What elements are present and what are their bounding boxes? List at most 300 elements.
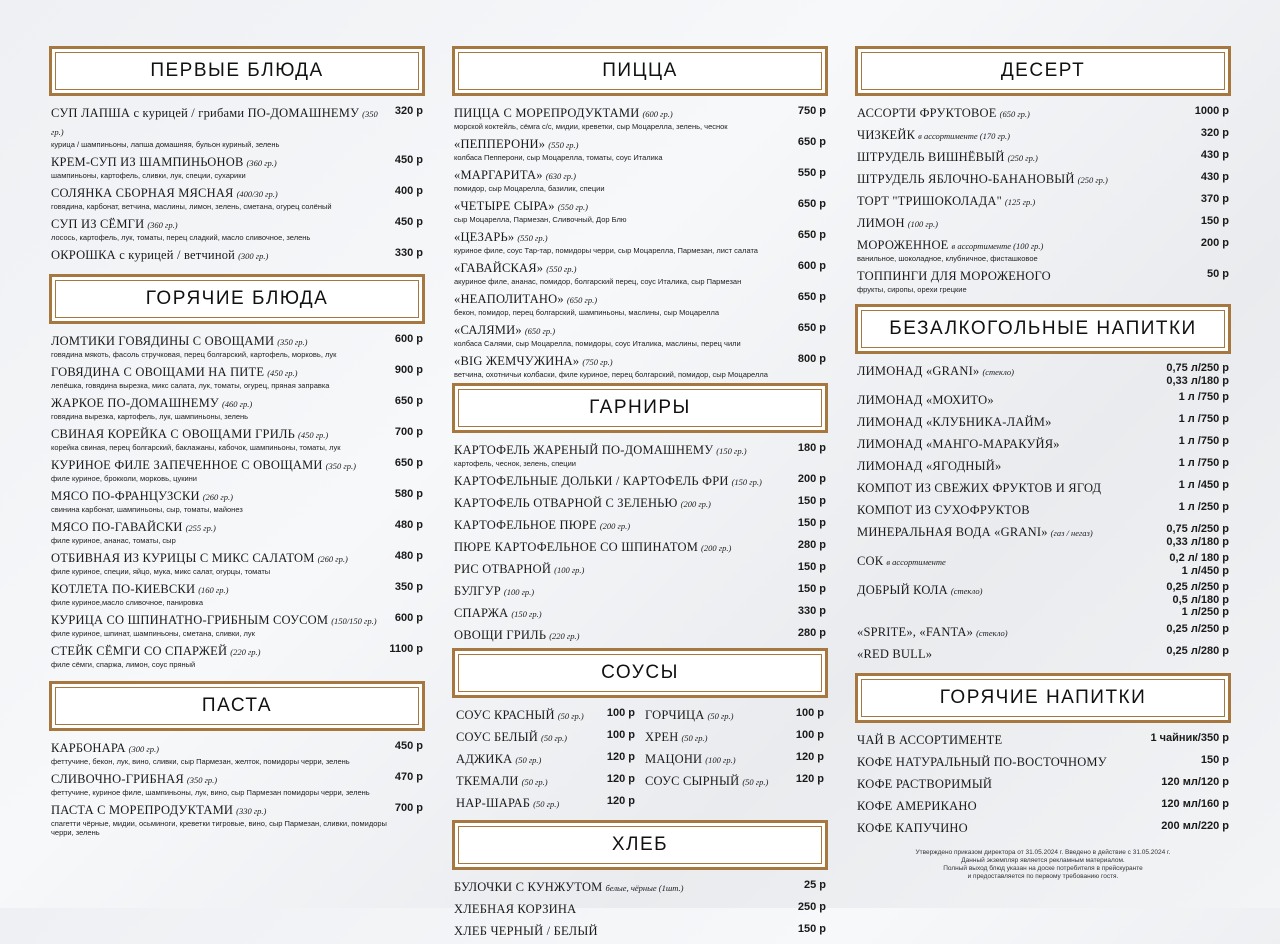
menu-item-description: колбаса Пепперони, сыр Моцарелла, томаты, соус Италика — [454, 153, 663, 162]
menu-item — [51, 104, 423, 149]
menu-item — [454, 604, 826, 622]
menu-item-prices — [1160, 362, 1229, 387]
menu-item-text — [51, 739, 389, 766]
menu-item-price: 100 р — [606, 729, 635, 741]
menu-item-price: 600 р — [797, 260, 826, 272]
menu-item-weight: (150 гр.) — [511, 609, 542, 619]
menu-item — [857, 267, 1229, 294]
menu-item-name: ШТРУДЕЛЬ ЯБЛОЧНО-БАНАНОВЫЙ — [857, 172, 1075, 186]
menu-item-price: 550 р — [797, 167, 826, 179]
menu-item-weight: (250 гр.) — [1077, 175, 1108, 185]
menu-item — [454, 135, 826, 162]
menu-item-price: 1 л /750 р — [1178, 435, 1229, 447]
menu-item-description: говядина вырезка, картофель, лук, шампиньоны, зелень — [51, 412, 249, 421]
menu-item — [857, 435, 1229, 453]
menu-item-prices — [1173, 479, 1229, 492]
menu-item-prices — [1160, 645, 1229, 658]
menu-item-text — [454, 560, 792, 578]
menu-item — [456, 750, 635, 768]
menu-item-text — [51, 394, 389, 421]
menu-item-weight: (50 гр.) — [533, 799, 560, 809]
menu-item-name: ЛИМОНАД «GRANI» — [857, 364, 980, 378]
menu-item-price: 50 р — [1206, 268, 1229, 280]
menu-item-weight: (100 гр.) — [705, 755, 736, 765]
menu-item-description: филе куриное, ананас, томаты, сыр — [51, 536, 176, 545]
menu-item-name: КОМПОТ ИЗ СУХОФРУКТОВ — [857, 503, 1030, 517]
menu-item-weight: (600 гр.) — [642, 109, 673, 119]
menu-item — [857, 148, 1229, 166]
menu-item — [456, 772, 635, 790]
menu-item-name: «SPRITE», «FANTA» — [857, 624, 974, 639]
menu-item-text — [454, 900, 792, 918]
menu-item — [454, 259, 826, 286]
menu-item-weight: (125 гр.) — [1004, 197, 1036, 207]
menu-item — [51, 425, 423, 452]
menu-item-price: 120 мл/160 р — [1161, 797, 1229, 810]
menu-item — [857, 552, 1229, 577]
menu-item-price: 1 л /750 р — [1178, 413, 1229, 425]
menu-item-description: куриное филе, соус Тар-тар, помидоры черри, сыр Моцарелла, Пармезан, лист салата — [454, 246, 758, 255]
menu-item-text — [857, 457, 1173, 475]
menu-item-price: 650 р — [797, 229, 826, 241]
menu-item-text — [857, 819, 1155, 837]
menu-item-weight: (150 гр.) — [716, 446, 747, 456]
menu-item-description: сыр Моцарелла, Пармезан, Сливочный, Дор Блю — [454, 215, 627, 224]
menu-item-weight: (50 гр.) — [742, 777, 769, 787]
menu-item — [857, 581, 1229, 619]
menu-item — [51, 215, 423, 242]
menu-item-text — [51, 770, 389, 797]
menu-item-description: филе куриное,масло сливочное, панировка — [51, 598, 204, 607]
menu-item-text — [645, 750, 790, 768]
menu-item-text — [454, 922, 792, 940]
menu-item — [857, 819, 1229, 837]
menu-item-price: 150 р — [797, 583, 826, 595]
menu-item-prices — [1173, 457, 1229, 470]
menu-item-price: 1 л/450 р — [1181, 564, 1229, 577]
menu-item-description: корейка свиная, перец болгарский, баклажаны, кабочок, шампиньоны, томаты, лук — [51, 443, 341, 452]
menu-item-price: 120 р — [606, 751, 635, 763]
section-header-hotdrinks — [855, 673, 1231, 723]
section-header-bread — [452, 820, 828, 870]
menu-item-name: БУЛОЧКИ С КУНЖУТОМ — [454, 880, 603, 894]
menu-item — [857, 457, 1229, 475]
menu-item-name: КАРТОФЕЛЬ ОТВАРНОЙ С ЗЕЛЕНЬЮ — [454, 496, 678, 510]
menu-item-price: 1 л /750 р — [1178, 391, 1229, 403]
menu-item — [51, 487, 423, 514]
menu-item-name: ЛОМТИКИ ГОВЯДИНЫ С ОВОЩАМИ — [51, 334, 275, 348]
menu-item-description: курица / шампиньоны, лапша домашняя, бульон куриный, зелень — [51, 140, 280, 149]
menu-item-name: АДЖИКА — [456, 752, 513, 766]
menu-item — [454, 441, 826, 468]
menu-item-text — [857, 362, 1160, 380]
menu-item-price: 650 р — [797, 198, 826, 210]
menu-item-weight: (360 гр.) — [147, 220, 178, 230]
menu-item-price: 280 р — [797, 627, 826, 639]
menu-item-text — [857, 581, 1160, 599]
menu-item-price: 350 р — [394, 581, 423, 593]
pasta-list — [49, 739, 425, 837]
menu-item-text — [857, 126, 1195, 144]
menu-item-weight: (330 гр.) — [236, 806, 267, 816]
menu-item-text — [454, 604, 792, 622]
menu-item-text — [645, 772, 790, 790]
menu-item — [51, 611, 423, 638]
menu-item-weight: (550 гр.) — [548, 140, 579, 150]
menu-item-price: 200 р — [797, 473, 826, 485]
menu-item-text — [857, 501, 1173, 519]
section-title: ПИЦЦА — [458, 52, 822, 90]
menu-item-text — [857, 413, 1173, 431]
menu-item-text — [456, 706, 601, 724]
menu-item-text — [454, 104, 792, 131]
menu-item — [454, 472, 826, 490]
menu-item-text — [51, 611, 389, 638]
menu-item-description: филе сёмги, спаржа, лимон, соус пряный — [51, 660, 196, 669]
menu-item-name: СВИНАЯ КОРЕЙКА С ОВОЩАМИ ГРИЛЬ — [51, 427, 295, 441]
menu-item-description: лепёшка, говядина вырезка, микс салата, лук, томаты, огурец, пряная заправка — [51, 381, 330, 390]
soft-list — [855, 362, 1231, 663]
menu-item-price: 480 р — [394, 550, 423, 562]
menu-item-text — [51, 153, 389, 180]
menu-item-name: МОРОЖЕННОЕ — [857, 238, 949, 252]
menu-item-text — [454, 516, 792, 534]
section-title: ГОРЯЧИЕ НАПИТКИ — [861, 679, 1225, 717]
menu-item-price: 250 р — [797, 901, 826, 913]
menu-item-price: 650 р — [797, 322, 826, 334]
menu-item — [857, 126, 1229, 144]
menu-item-price: 1 чайник/350 р — [1150, 731, 1229, 744]
menu-item-price: 450 р — [394, 154, 423, 166]
menu-item-text — [857, 753, 1195, 771]
menu-item-name: СОУС БЕЛЫЙ — [456, 730, 539, 744]
column-left — [49, 46, 425, 841]
menu-item — [51, 394, 423, 421]
menu-item — [645, 750, 824, 768]
menu-item-name: КУРИНОЕ ФИЛЕ ЗАПЕЧЕННОЕ С ОВОЩАМИ — [51, 458, 323, 472]
menu-item-description: говядина мякоть, фасоль стручковая, перец болгарский, картофель, морковь, лук — [51, 350, 337, 359]
menu-item-weight: (200 гр.) — [701, 543, 732, 553]
menu-item-price: 470 р — [394, 771, 423, 783]
menu-item-name: КОФЕ КАПУЧИНО — [857, 820, 968, 835]
menu-item — [51, 153, 423, 180]
menu-item-name: МИНЕРАЛЬНАЯ ВОДА «GRANI» — [857, 525, 1048, 539]
menu-item-text — [857, 775, 1155, 793]
menu-item-text — [454, 290, 792, 317]
menu-item-weight: (750 гр.) — [582, 357, 613, 367]
menu-item-price: 1 л /250 р — [1178, 501, 1229, 513]
menu-item-price: 150 р — [797, 495, 826, 507]
menu-item-description: говядина, карбонат, ветчина, маслины, лимон, зелень, сметана, огурец солёный — [51, 202, 332, 211]
menu-item — [456, 794, 635, 812]
menu-item-prices — [1173, 435, 1229, 448]
menu-item-price: 1 л /750 р — [1178, 457, 1229, 469]
section-title: ХЛЕБ — [458, 826, 822, 864]
menu-item-name: «МАРГАРИТА» — [454, 168, 543, 182]
menu-item — [857, 797, 1229, 815]
menu-item-text — [857, 435, 1173, 453]
menu-item — [51, 580, 423, 607]
menu-item-name: КАРБОНАРА — [51, 741, 126, 755]
menu-item-name: БУЛГУР — [454, 584, 501, 598]
menu-item-weight: (стекло) — [976, 627, 1008, 638]
menu-item-weight: (450 гр.) — [267, 368, 298, 378]
menu-item-description: колбаса Салями, сыр Моцарелла, помидоры, соус Италика, маслины, перец чили — [454, 339, 741, 348]
menu-item-description: акуриное филе, ананас, помидор, болгарский перец, соус Италика, сыр Пармезан — [454, 277, 742, 286]
menu-item-text — [51, 549, 389, 576]
menu-item-price: 0,25 л/250 р — [1166, 622, 1229, 635]
menu-item-weight: (50 гр.) — [541, 733, 568, 743]
menu-item-prices — [1160, 581, 1229, 619]
menu-item-text — [51, 425, 389, 452]
menu-item-description: фрукты, сиропы, орехи грецкие — [857, 285, 967, 294]
menu-item — [454, 321, 826, 348]
menu-item-name: ЧАЙ В АССОРТИМЕНТЕ — [857, 732, 1003, 747]
menu-item-name: ТОППИНГИ ДЛЯ МОРОЖЕНОГО — [857, 269, 1051, 283]
menu-item-price: 0,2 л/ 180 р — [1169, 552, 1229, 564]
menu-item-price: 0,33 л/180 р — [1166, 535, 1229, 548]
menu-item-text — [857, 523, 1160, 541]
menu-item — [454, 560, 826, 578]
menu-item-name: МАЦОНИ — [645, 752, 703, 766]
menu-item-name: КОФЕ РАСТВОРИМЫЙ — [857, 776, 993, 791]
menu-item-name: ХЛЕБ ЧЕРНЫЙ / БЕЛЫЙ — [454, 924, 598, 938]
menu-item-name: ТОРТ "ТРИШОКОЛАДА" — [857, 194, 1002, 208]
menu-item-price: 800 р — [797, 353, 826, 365]
menu-item-weight: (350 гр.) — [51, 109, 378, 137]
menu-item-weight: (стекло) — [982, 367, 1014, 377]
menu-item-price: 600 р — [394, 612, 423, 624]
column-middle — [452, 46, 828, 944]
menu-item-name: СОЛЯНКА СБОРНАЯ МЯСНАЯ — [51, 186, 234, 200]
menu-item-name: ХЛЕБНАЯ КОРЗИНА — [454, 902, 577, 916]
menu-item-weight: (650 гр.) — [999, 109, 1030, 119]
menu-item-description: картофель, чеснок, зелень, специи — [454, 459, 576, 468]
menu-item-name: КАРТОФЕЛЬ ЖАРЕНЫЙ ПО-ДОМАШНЕМУ — [454, 443, 714, 457]
section-title: ДЕСЕРТ — [861, 52, 1225, 90]
menu-item-text — [456, 728, 601, 746]
menu-item-text — [454, 582, 792, 600]
menu-item-name: СУП ЛАПША с курицей / грибами ПО-ДОМАШНЕМУ — [51, 106, 360, 120]
menu-item-text — [51, 363, 389, 390]
menu-item — [51, 739, 423, 766]
menu-item — [51, 363, 423, 390]
menu-item-price: 430 р — [1200, 149, 1229, 161]
menu-item-description: лосось, картофель, лук, томаты, перец сладкий, масло сливочное, зелень — [51, 233, 311, 242]
section-header-sauces — [452, 648, 828, 698]
menu-item-weight: (450 гр.) — [298, 430, 329, 440]
section-header-dessert — [855, 46, 1231, 96]
menu-item-text — [857, 391, 1173, 409]
menu-item-text — [645, 706, 790, 724]
menu-item — [857, 623, 1229, 641]
menu-item-weight: (100 гр.) — [907, 219, 938, 229]
menu-item-description: свинина карбонат, шампиньоны, сыр, томаты, майонез — [51, 505, 243, 514]
menu-item-name: ЛИМОНАД «МОХИТО» — [857, 393, 994, 407]
menu-item-price: 1 л /450 р — [1178, 479, 1229, 491]
menu-item-text — [857, 267, 1201, 294]
menu-item-price: 450 р — [394, 216, 423, 228]
menu-item-price: 200 мл/220 р — [1161, 819, 1229, 832]
sauces-grid — [454, 706, 826, 816]
menu-item-description: ванильное, шоколадное, клубничное, фисташковое — [857, 254, 1038, 263]
menu-item-weight: (400/30 гр.) — [236, 189, 278, 199]
menu-item — [857, 192, 1229, 210]
menu-item-price: 0,75 л/250 р — [1166, 362, 1229, 374]
menu-item — [645, 706, 824, 724]
menu-item-price: 650 р — [394, 395, 423, 407]
menu-item-name: ОВОЩИ ГРИЛЬ — [454, 628, 547, 642]
menu-item-weight: (260 гр.) — [317, 554, 348, 564]
menu-item — [857, 501, 1229, 519]
menu-item-price: 480 р — [394, 519, 423, 531]
menu-item-price: 330 р — [797, 605, 826, 617]
menu-item-name: КОМПОТ ИЗ СВЕЖИХ ФРУКТОВ И ЯГОД — [857, 481, 1102, 495]
menu-item-text — [857, 104, 1189, 122]
menu-item-price: 700 р — [394, 426, 423, 438]
menu-item-text — [454, 472, 792, 490]
menu-item-name: «RED BULL» — [857, 646, 933, 661]
menu-item-text — [456, 750, 601, 768]
menu-item-text — [454, 441, 792, 468]
menu-item-price: 580 р — [394, 488, 423, 500]
menu-item-price: 600 р — [394, 333, 423, 345]
menu-item — [456, 728, 635, 746]
menu-item-name: КОТЛЕТА ПО-КИЕВСКИ — [51, 582, 196, 596]
section-title: ГОРЯЧИЕ БЛЮДА — [55, 280, 419, 318]
menu-item-name: ШТРУДЕЛЬ ВИШНЁВЫЙ — [857, 150, 1005, 164]
menu-item-description: бекон, помидор, перец болгарский, шампиньоны, маслины, сыр Моцарелла — [454, 308, 720, 317]
sauces-left — [454, 706, 637, 816]
menu-item-weight: (220 гр.) — [549, 631, 580, 641]
menu-item-weight: (350 гр.) — [277, 337, 308, 347]
menu-item-weight: (50 гр.) — [515, 755, 542, 765]
menu-item-name: ЛИМОН — [857, 216, 905, 230]
menu-item — [454, 900, 826, 918]
hot-list — [49, 332, 425, 669]
menu-item-price: 180 р — [797, 442, 826, 454]
menu-item-text — [51, 246, 389, 264]
menu-item-weight: белые, чёрные (1шт.) — [605, 883, 684, 893]
menu-item — [454, 352, 826, 379]
menu-item-text — [454, 228, 792, 255]
menu-item-name: КОФЕ АМЕРИКАНО — [857, 798, 977, 813]
menu-item-price: 0,5 л/180 р — [1172, 593, 1229, 606]
menu-item — [51, 642, 423, 669]
menu-item — [454, 104, 826, 131]
footnote — [855, 849, 1231, 881]
section-header-pizza — [452, 46, 828, 96]
menu-item-name: СТЕЙК СЁМГИ СО СПАРЖЕЙ — [51, 644, 228, 658]
menu-item-text — [51, 215, 389, 242]
menu-item-weight: (160 гр.) — [198, 585, 229, 595]
menu-item-name: ГОРЧИЦА — [645, 708, 705, 722]
menu-item-price: 400 р — [394, 185, 423, 197]
menu-item-name: КУРИЦА СО ШПИНАТНО-ГРИБНЫМ СОУСОМ — [51, 613, 329, 627]
menu-item-name: ЛИМОНАД «МАНГО-МАРАКУЙЯ» — [857, 437, 1060, 451]
menu-item-text — [857, 552, 1163, 570]
section-header-pasta — [49, 681, 425, 731]
menu-item-name: «BIG ЖЕМЧУЖИНА» — [454, 354, 580, 368]
menu-item — [51, 801, 423, 837]
column-right — [855, 46, 1231, 881]
menu-item-weight: в ассортименте — [886, 557, 946, 567]
menu-item-name: ХРЕН — [645, 730, 679, 744]
menu-item-weight: (255 гр.) — [185, 523, 216, 533]
menu-item-description: шампиньоны, картофель, сливки, лук, специи, сухарики — [51, 171, 246, 180]
bread-list — [452, 878, 828, 940]
menu-item-text — [857, 645, 1160, 663]
first-list — [49, 104, 425, 264]
menu-item-price: 1000 р — [1194, 105, 1229, 117]
menu-item-description: филе куриное, брокколи, морковь, цукини — [51, 474, 198, 483]
menu-item — [454, 290, 826, 317]
menu-item-weight: (50 гр.) — [557, 711, 584, 721]
menu-item-text — [857, 148, 1195, 166]
pizza-list — [452, 104, 828, 379]
menu-item-prices — [1173, 413, 1229, 426]
menu-item-prices — [1163, 552, 1229, 577]
menu-item-text — [51, 580, 389, 607]
menu-item-name: КРЕМ-СУП ИЗ ШАМПИНЬОНОВ — [51, 155, 244, 169]
menu-item-text — [857, 731, 1144, 749]
menu-item-text — [454, 538, 792, 556]
menu-item-prices — [1160, 623, 1229, 636]
menu-item-weight: (50 гр.) — [707, 711, 734, 721]
menu-item — [857, 775, 1229, 793]
menu-item — [454, 516, 826, 534]
menu-item-price: 120 р — [795, 773, 824, 785]
menu-item-name: «САЛЯМИ» — [454, 323, 522, 337]
menu-item-weight: в ассортименте (170 гр.) — [918, 131, 1011, 141]
menu-item-price: 1100 р — [389, 643, 423, 655]
menu-item-price: 1 л/250 р — [1181, 606, 1229, 618]
menu-item-name: ДОБРЫЙ КОЛА — [857, 583, 948, 597]
menu-item-price: 900 р — [394, 364, 423, 376]
menu-item-weight: (газ / негаз) — [1050, 528, 1093, 538]
menu-item-name: МЯСО ПО-ФРАНЦУЗСКИ — [51, 489, 200, 503]
garnish-list — [452, 441, 828, 644]
menu-item — [857, 104, 1229, 122]
menu-item-description: ветчина, охотничьи колбаски, филе куриное, перец болгарский, помидор, сыр Моцарелла — [454, 370, 768, 379]
menu-item-price: 0,33 л/180 р — [1166, 374, 1229, 387]
menu-item-price: 330 р — [394, 247, 423, 259]
menu-item-weight: (300 гр.) — [238, 251, 269, 261]
menu-item-name: СПАРЖА — [454, 606, 509, 620]
menu-item-price: 320 р — [394, 105, 423, 117]
menu-item-description: спагетти чёрные, мидии, осьминоги, креветки тигровые, вино, сыр Пармезан, сливки, помидоры черри, зелень — [51, 819, 387, 837]
menu-item — [857, 479, 1229, 497]
menu-item-price: 0,25 л/250 р — [1166, 581, 1229, 593]
menu-item-text — [454, 321, 792, 348]
menu-item-price: 100 р — [795, 729, 824, 741]
menu-item-weight: (360 гр.) — [246, 158, 277, 168]
menu-item — [454, 197, 826, 224]
menu-item-price: 0,75 л/250 р — [1166, 523, 1229, 535]
menu-item-price: 200 р — [1200, 237, 1229, 249]
menu-item-name: КОФЕ НАТУРАЛЬНЫЙ ПО-ВОСТОЧНОМУ — [857, 754, 1107, 769]
menu-item-price: 280 р — [797, 539, 826, 551]
menu-item — [51, 518, 423, 545]
section-title: БЕЗАЛКОГОЛЬНЫЕ НАПИТКИ — [861, 310, 1225, 348]
menu-item-weight: (260 гр.) — [202, 492, 233, 502]
section-title: ПАСТА — [55, 687, 419, 725]
menu-item-weight: (460 гр.) — [221, 399, 253, 409]
menu-item-description: филе куриное, специи, яйцо, мука, микс салат, огурцы, томаты — [51, 567, 271, 576]
section-title: ПЕРВЫЕ БЛЮДА — [55, 52, 419, 90]
menu-item-weight: (стекло) — [950, 586, 983, 596]
menu-item — [51, 184, 423, 211]
